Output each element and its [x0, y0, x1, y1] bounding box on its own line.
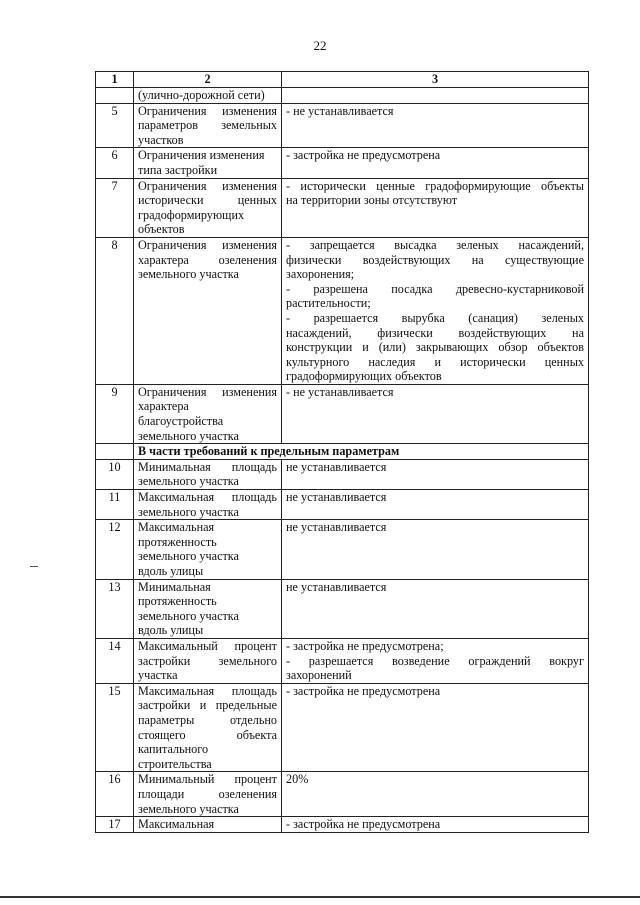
parameter-value-line: не устанавливается	[286, 459, 387, 474]
row-number: 7	[96, 178, 134, 237]
parameter-name	[134, 88, 282, 104]
parameter-name	[134, 148, 282, 178]
row-number: 13	[96, 579, 134, 638]
table-row	[96, 520, 589, 579]
parameter-value-line: градоформирующих объектов	[286, 369, 442, 384]
parameter-name-line: характера озеленения	[138, 252, 277, 267]
parameter-name	[134, 772, 282, 817]
table-row	[96, 772, 589, 817]
row-number: 17	[96, 817, 134, 833]
row-number: 12	[96, 520, 134, 579]
parameter-name	[134, 237, 282, 384]
parameter-value-line: не устанавливается	[286, 579, 387, 594]
parameter-name-line: Минимальный процент	[138, 772, 277, 787]
parameter-value-line: 20%	[286, 772, 309, 787]
parameter-name-line: благоустройства	[138, 414, 224, 429]
row-number: 14	[96, 638, 134, 683]
parameter-value	[282, 817, 589, 833]
parameter-value-line: - не устанавливается	[286, 384, 394, 399]
row-number: 11	[96, 490, 134, 520]
parameter-name-line: земельного участка	[138, 474, 239, 489]
parameter-value-line: - разрешается возведение ограждений вокруг	[286, 653, 584, 668]
parameter-name-line: протяженность	[138, 534, 217, 549]
parameter-value	[282, 148, 589, 178]
parameter-name-line: типа застройки	[138, 162, 218, 177]
parameter-value	[282, 579, 589, 638]
parameter-name	[134, 384, 282, 443]
parameter-name-line: земельного участка	[138, 549, 239, 564]
parameter-name	[134, 579, 282, 638]
parameter-value	[282, 103, 589, 148]
row-number: 10	[96, 459, 134, 489]
parameter-name-line: Минимальная	[138, 579, 211, 594]
parameter-name-line: градоформирующих	[138, 207, 245, 222]
column-header: 1	[96, 72, 134, 88]
parameter-value-line: - застройка не предусмотрена	[286, 148, 441, 163]
parameter-name	[134, 103, 282, 148]
row-number: 5	[96, 103, 134, 148]
parameter-name	[134, 520, 282, 579]
parameter-name-line: земельного участка	[138, 801, 239, 816]
parameter-name-line: исторически ценных	[138, 193, 277, 208]
parameter-name-line: вдоль улицы	[138, 564, 204, 578]
parameter-value-line: - застройка не предусмотрена	[286, 817, 441, 832]
row-number: 8	[96, 237, 134, 384]
parameter-name-line: застройки земельного	[138, 653, 277, 668]
parameter-name	[134, 490, 282, 520]
parameter-value	[282, 237, 589, 384]
parameter-value-line: захоронения;	[286, 267, 355, 282]
table-row	[96, 490, 589, 520]
parameter-name-line: Ограничения изменения	[138, 178, 277, 193]
parameter-name	[134, 817, 282, 833]
section-num-cell	[96, 444, 134, 460]
row-number: 6	[96, 148, 134, 178]
parameter-value-line: - застройка не предусмотрена	[286, 683, 441, 698]
table-row	[96, 638, 589, 683]
parameter-name-line: Максимальная площадь	[138, 683, 277, 698]
parameter-value	[282, 88, 589, 104]
parameter-name	[134, 683, 282, 772]
section-title: В части требований к предельным параметрам	[134, 444, 589, 460]
parameter-value-line: - разрешается вырубка (санация) зеленых	[286, 310, 584, 325]
parameter-name-line: объектов	[138, 222, 185, 237]
parameter-value-line: захоронений	[286, 668, 352, 683]
table-row	[96, 103, 589, 148]
bottom-rule	[0, 896, 640, 898]
parameter-name-line: (улично-дорожной сети)	[138, 88, 265, 102]
parameter-name-line: Ограничения изменения	[138, 148, 265, 163]
table-body	[96, 88, 589, 833]
table-row	[96, 683, 589, 772]
column-header: 3	[282, 72, 589, 88]
margin-mark	[30, 566, 38, 567]
parameter-value-line: растительности;	[286, 296, 371, 311]
parameter-name-line: параметры отдельно	[138, 712, 277, 727]
parameter-value	[282, 638, 589, 683]
parameter-value	[282, 490, 589, 520]
parameter-name-line: Максимальная площадь	[138, 490, 277, 505]
parameter-value	[282, 772, 589, 817]
parameter-name-line: земельного участка	[138, 608, 239, 623]
parameter-name-line: Ограничения изменения	[138, 103, 277, 118]
parameter-name-line: Максимальная	[138, 520, 215, 535]
table-row	[96, 459, 589, 489]
parameter-value-line: - запрещается высадка зеленых насаждений,	[286, 237, 584, 252]
row-number: 15	[96, 683, 134, 772]
section-row	[96, 444, 589, 460]
row-number: 9	[96, 384, 134, 443]
parameter-name-line: характера	[138, 399, 189, 414]
parameter-value-line: - не устанавливается	[286, 103, 394, 118]
page-number: 22	[313, 38, 327, 53]
row-number: 16	[96, 772, 134, 817]
table-row	[96, 237, 589, 384]
regulations-table	[95, 71, 589, 833]
table-row	[96, 384, 589, 443]
parameter-name-line: участка	[138, 668, 178, 683]
table-row	[96, 88, 589, 104]
parameter-value-line: культурного наследия и исторически ценных	[286, 354, 584, 369]
parameter-name-line: Максимальный процент	[138, 638, 277, 653]
parameter-name-line: Ограничения изменения	[138, 384, 277, 399]
parameter-name-line: капитального	[138, 742, 209, 757]
parameter-value-line: на территории зоны отсутствуют	[286, 193, 458, 208]
parameter-value-line: насаждений, физически воздействующих на	[286, 325, 584, 340]
parameter-value-line: физически воздействующих на существующие	[286, 252, 584, 267]
parameter-name-line: строительства	[138, 756, 212, 771]
parameter-name-line: Ограничения изменения	[138, 237, 277, 252]
parameter-value-line: не устанавливается	[286, 490, 387, 505]
parameter-value-line: - застройка не предусмотрена;	[286, 638, 444, 653]
parameter-name-line: вдоль улицы	[138, 623, 204, 638]
parameter-name-line: протяженность	[138, 594, 217, 609]
parameter-value-line: - разрешена посадка древесно-кустарниковой	[286, 281, 584, 296]
column-header: 2	[134, 72, 282, 88]
parameter-name-line: Максимальная	[138, 817, 215, 832]
parameter-name	[134, 178, 282, 237]
parameter-value-line: - исторически ценные градоформирующие объекты	[286, 178, 584, 193]
table-row	[96, 579, 589, 638]
parameter-name-line: застройки и предельные	[138, 698, 277, 713]
table-row	[96, 817, 589, 833]
parameter-value-line: конструкции и (или) закрывающих обзор объектов	[286, 340, 584, 355]
parameter-value	[282, 384, 589, 443]
parameter-value	[282, 683, 589, 772]
table-row	[96, 148, 589, 178]
parameter-name-line: земельного участка	[138, 428, 239, 443]
parameter-name-line: Минимальная площадь	[138, 459, 277, 474]
table-header-row	[96, 72, 589, 88]
parameter-value-line: не устанавливается	[286, 520, 387, 535]
parameter-name	[134, 638, 282, 683]
parameter-name-line: стоящего объекта	[138, 727, 277, 742]
parameter-name-line: площади озеленения	[138, 786, 277, 801]
parameter-value	[282, 178, 589, 237]
parameter-name-line: участков	[138, 132, 184, 147]
parameter-name	[134, 459, 282, 489]
parameter-name-line: земельного участка	[138, 504, 239, 519]
parameter-value	[282, 520, 589, 579]
parameter-name-line: земельного участка	[138, 267, 239, 282]
table-row	[96, 178, 589, 237]
parameter-value	[282, 459, 589, 489]
row-number	[96, 88, 134, 104]
parameter-name-line: параметров земельных	[138, 118, 277, 133]
